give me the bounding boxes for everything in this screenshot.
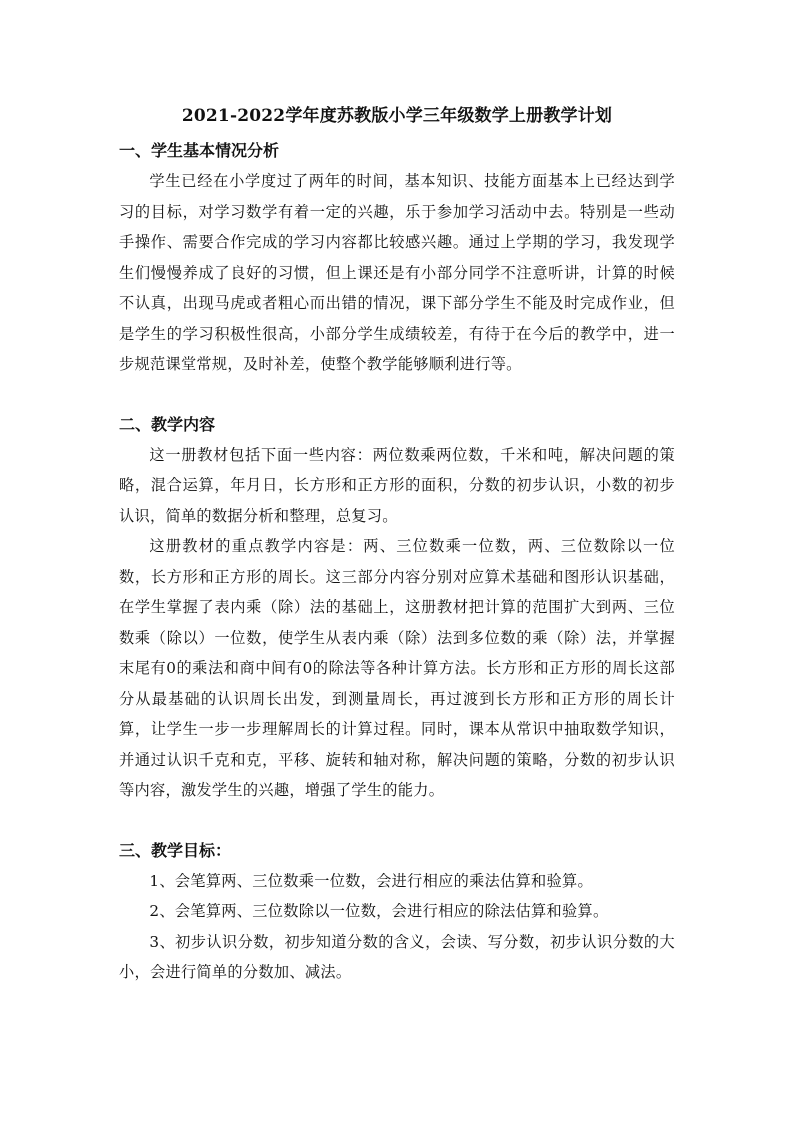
section-teaching-goals	[119, 836, 675, 988]
spacer	[119, 380, 675, 410]
section-student-analysis	[119, 136, 675, 380]
section-heading: 二、教学内容	[119, 414, 216, 434]
section-paragraph: 学生已经在小学度过了两年的时间，基本知识、技能方面基本上已经达到学习的目标，对学习数学有着一定的兴趣，乐于参加学习活动中去。特别是一些动手操作、需要合作完成的学习内容都比较感兴趣。通过上学期的学习，我发现学生们慢慢养成了良好的习惯，但上课还是有小部分同学不注意听讲，计算的时候不认真，出现马虎或者粗心而出错的情况，课下部分学生不能及时完成作业，但是学生的学习积极性很高，小部分学生成绩较差，有待于在今后的教学中，进一步规范课堂常规，及时补差，使整个教学能够顺利进行等。	[119, 172, 675, 373]
section-teaching-content	[119, 410, 675, 806]
goal-item: 3、初步认识分数，初步知道分数的含义，会读、写分数，初步认识分数的大小，会进行简单的分数加、减法。	[119, 932, 675, 981]
section-heading: 一、学生基本情况分析	[119, 141, 280, 160]
document-page	[119, 104, 675, 988]
section-paragraph: 这册教材的重点教学内容是：两、三位数乘一位数，两、三位数除以一位数，长方形和正方形的周长。这三部分内容分别对应算术基础和图形认识基础，在学生掌握了表内乘（除）法的基础上，这册教材把计算的范围扩大到两、三位数乘（除以）一位数，使学生从表内乘（除）法到多位数的乘（除）法，并掌握末尾有0的乘法和商中间有0的除法等各种计算方法。长方形和正方形的周长这部分从最基础的认识周长出发，到测量周长，再过渡到长方形和正方形的周长计算，让学生一步一步理解周长的计算过程。同时，课本从常识中抽取数学知识，并通过认识千克和克，平移、旋转和轴对称，解决问题的策略，分数的初步认识等内容，激发学生的兴趣，增强了学生的能力。	[119, 537, 675, 799]
document-title: 2021-2022学年度苏教版小学三年级数学上册教学计划	[181, 106, 613, 126]
goal-item: 1、会笔算两、三位数乘一位数，会进行相应的乘法估算和验算。	[149, 871, 594, 890]
section-paragraph: 这一册教材包括下面一些内容：两位数乘两位数，千米和吨，解决问题的策略，混合运算，年月日，长方形和正方形的面积，分数的初步认识，小数的初步认识，简单的数据分析和整理，总复习。	[119, 445, 675, 525]
section-heading: 三、教学目标：	[119, 840, 232, 860]
spacer	[119, 806, 675, 836]
goal-item: 2、会笔算两、三位数除以一位数，会进行相应的除法估算和验算。	[149, 902, 609, 920]
